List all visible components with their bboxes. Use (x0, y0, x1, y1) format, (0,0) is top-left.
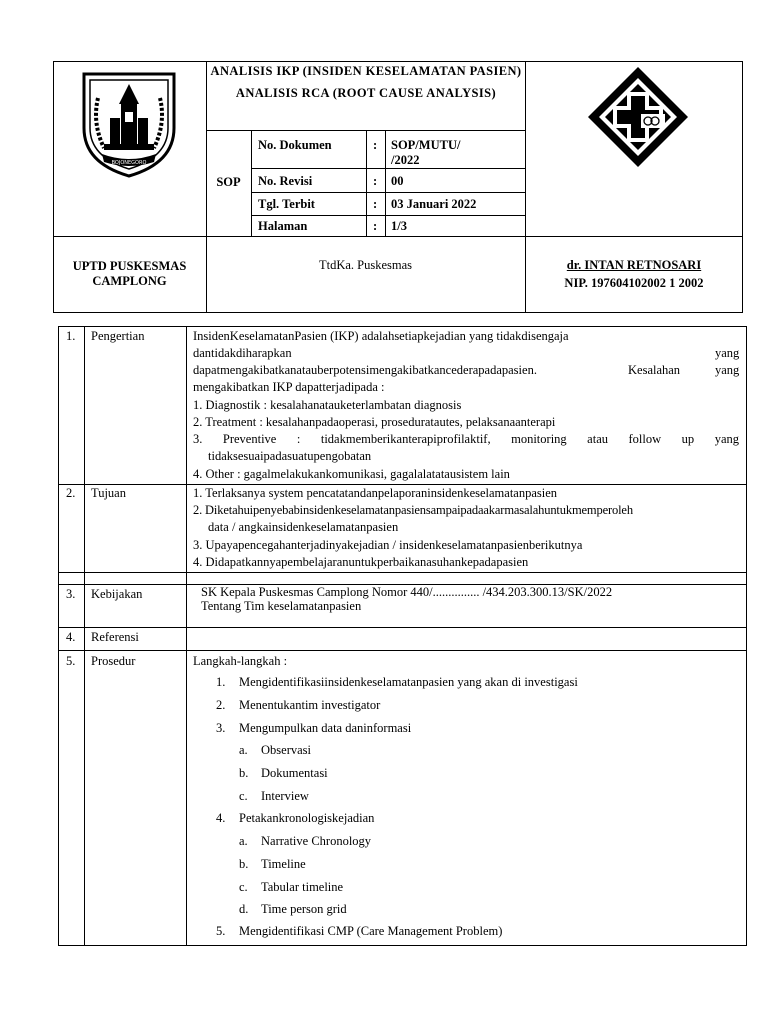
substep-letter: b. (239, 766, 249, 780)
substep-text: Narrative Chronology (261, 834, 372, 848)
meta-label-tgl-terbit: Tgl. Terbit (258, 197, 315, 211)
step-text: Mengumpulkan data daninformasi (239, 721, 412, 735)
row-number: 2. (66, 486, 76, 500)
substep-text: Tabular timeline (261, 880, 344, 894)
svg-text:BOJONEGORO: BOJONEGORO (111, 160, 147, 166)
list-item: 3. Upayapencegahanterjadinyakejadian / insidenkeselamatanpasienberikutnya (193, 538, 583, 552)
row-label-referensi: Referensi (91, 630, 139, 644)
ttd-label: TtdKa. Puskesmas (318, 258, 413, 272)
step-text: Menentukantim investigator (239, 698, 381, 712)
list-item: data / angkainsidenkeselamatanpasien (208, 520, 399, 534)
substep-letter: a. (239, 743, 248, 757)
substep-letter: c. (239, 880, 248, 894)
list-item: 4. Didapatkannyapembelajaranuntukperbaikanasuhankepadapasien (193, 555, 529, 569)
meta-value-no-dokumen: SOP/MUTU/ /2022 (391, 138, 461, 167)
text-line: yang (715, 346, 740, 360)
step-number: 1. (216, 675, 226, 689)
text-line: SK Kepala Puskesmas Camplong Nomor 440/............... /434.203.300.13/SK/2022 (201, 585, 613, 599)
step-number: 4. (216, 811, 226, 825)
meta-value-no-revisi: 00 (391, 174, 404, 188)
meta-sep: : (373, 174, 378, 188)
row-label-tujuan: Tujuan (91, 486, 126, 500)
row-number: 5. (66, 654, 76, 668)
row-label-pengertian: Pengertian (91, 329, 145, 343)
row-number: 1. (66, 329, 76, 343)
signer-nip: NIP. 197604102002 1 2002 (564, 276, 704, 290)
text-line: InsidenKeselamatanPasien (IKP) adalahsetiapkejadian yang tidakdisengaja (193, 329, 569, 343)
list-item: 4. Other : gagalmelakukankomunikasi, gagalalatatausistem lain (193, 467, 510, 481)
puskesmas-cross-icon (585, 64, 691, 170)
meta-label-no-dokumen: No. Dokumen (258, 138, 332, 152)
text-line: dapatmengakibatkanatauberpotensimengakibatkancederapadapasien. (193, 363, 537, 377)
list-item: 3. Preventive : tidakmemberikanterapiprofilaktif, monitoring atau follow up yang (193, 432, 739, 446)
row-number: 3. (66, 587, 76, 601)
meta-sep: : (373, 197, 378, 211)
text-line: Tentang Tim keselamatanpasien (201, 599, 362, 613)
substep-text: Timeline (261, 857, 306, 871)
substep-letter: c. (239, 789, 248, 803)
prosedur-intro: Langkah-langkah : (193, 654, 288, 668)
substep-text: Observasi (261, 743, 311, 757)
row-label-prosedur: Prosedur (91, 654, 136, 668)
text-line: dantidakdiharapkan (193, 346, 292, 360)
list-item: 1. Terlaksanya system pencatatandanpelaporaninsidenkeselamatanpasien (193, 486, 558, 500)
step-text: Mengidentifikasi CMP (Care Management Problem) (239, 924, 503, 938)
list-item: 2. Treatment : kesalahanpadaoperasi, proseduratautes, pelaksanaanterapi (193, 415, 556, 429)
step-number: 2. (216, 698, 226, 712)
meta-sep: : (373, 138, 378, 152)
substep-letter: b. (239, 857, 249, 871)
step-number: 3. (216, 721, 226, 735)
substep-letter: d. (239, 902, 249, 916)
text-line: mengakibatkan IKP dapatterjadipada : (193, 380, 385, 394)
meta-value-halaman: 1/3 (391, 219, 407, 233)
list-item: 1. Diagnostik : kesalahanatauketerlambatan diagnosis (193, 398, 462, 412)
row-label-kebijakan: Kebijakan (91, 587, 143, 601)
text-line: Kesalahan (628, 363, 681, 377)
document-title: ANALISIS IKP (INSIDEN KESELAMATAN PASIEN) ANALISIS RCA (ROOT CAUSE ANALYSIS) (210, 64, 522, 100)
meta-value-tgl-terbit: 03 Januari 2022 (391, 197, 477, 211)
meta-label-no-revisi: No. Revisi (258, 174, 313, 188)
list-item: 2. Diketahuipenyebabinsidenkeselamatanpasiensampaipadaakarmasalahuntukmemperoleh (193, 503, 633, 517)
substep-text: Dokumentasi (261, 766, 328, 780)
text-line: yang (715, 363, 740, 377)
org-name-line2: CAMPLONG (92, 274, 167, 288)
step-number: 5. (216, 924, 226, 938)
substep-letter: a. (239, 834, 248, 848)
meta-label-halaman: Halaman (258, 219, 308, 233)
meta-sep: : (373, 219, 378, 233)
list-item: tidaksesuaipadasuatupengobatan (208, 449, 372, 463)
row-number: 4. (66, 630, 76, 644)
step-text: Petakankronologiskejadian (239, 811, 375, 825)
substep-text: Time person grid (261, 902, 347, 916)
kabupaten-crest-icon (74, 68, 184, 178)
org-name-line1: UPTD PUSKESMAS (72, 259, 187, 273)
sop-label: SOP (216, 175, 241, 189)
signer-name: dr. INTAN RETNOSARI (566, 258, 702, 272)
step-text: Mengidentifikasiinsidenkeselamatanpasien yang akan di investigasi (239, 675, 578, 689)
substep-text: Interview (261, 789, 309, 803)
